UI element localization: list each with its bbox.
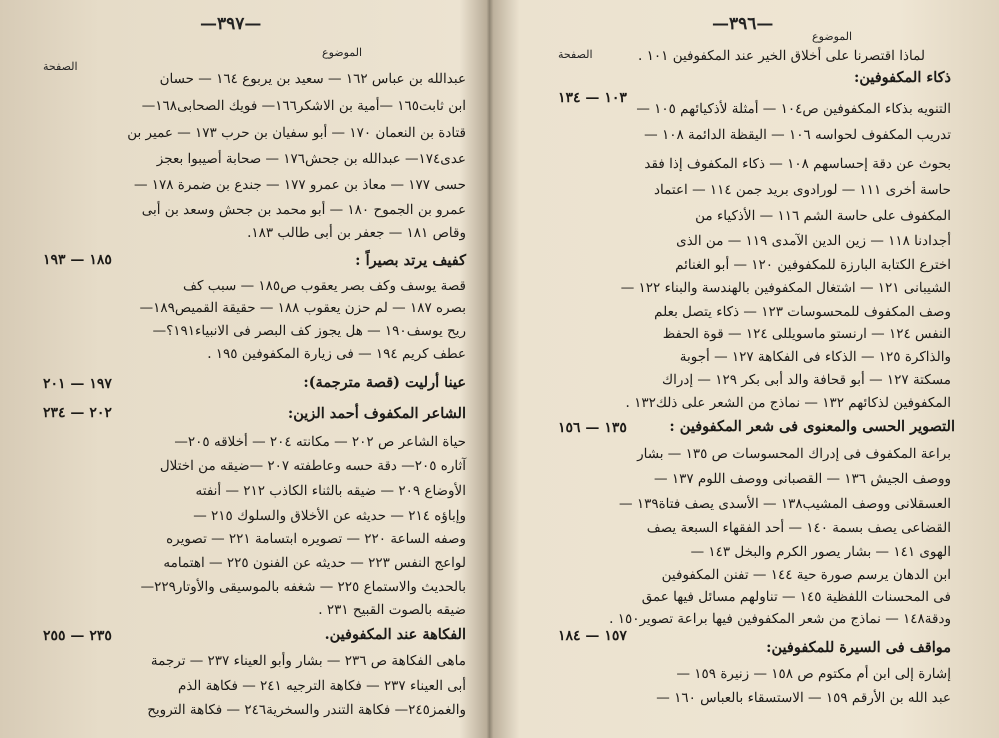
header-subject: الموضوع [812,30,853,43]
index-line: المكفوف على حاسة الشم ١١٦ — الأذكياء من [695,208,951,224]
index-line: بصره ١٨٧ — لم حزن يعقوب ١٨٨ — حقيقة القميص١٨٩— [139,300,466,316]
index-line: ماهى الفكاهة ص ٢٣٦ — بشار وأبو العيناء ٢٣٧ — ترجمة [150,653,466,669]
index-line: القضاعى يصف بسمة ١٤٠ — أحد الفقهاء السبعة يصف [646,520,951,536]
page-range: ١٩٧ — ٢٠١ [43,376,112,392]
index-line: أبى العيناء ٢٣٧ — فكاهة الترجيه ٢٤١ — فكاهة الذم [177,678,466,694]
index-line: اخترع الكتابة البارزة للمكفوفين ١٢٠ — أبو الغنائم [675,257,951,273]
index-line: وصفه الساعة ٢٢٠ — تصويره ابتسامة ٢٢١ — تصويره [166,531,466,547]
index-line: ابن الدهان يرسم صورة حية ١٤٤ — تفنن المكفوفين [661,567,951,583]
index-line: تدريب المكفوف لحواسه ١٠٦ — اليقظة الدائمة ١٠٨ — [644,127,951,143]
page-range: ٢٠٢ — ٢٣٤ [43,405,112,421]
page-range: ٢٣٥ — ٢٥٥ [43,628,112,644]
index-line: حسى ١٧٧ — معاذ بن عمرو ١٧٧ — جندع بن ضمرة ١٧٨ — [133,177,466,193]
index-line: ضيقه بالصوت القبيح ٢٣١ . [318,602,466,618]
index-line: مسكتة ١٢٧ — أبو قحافة والد أبى بكر ١٢٩ — إدراك [661,372,951,388]
page-range: ١٣٥ — ١٥٦ [558,420,627,436]
section-title: ذكاء المكفوفين: [853,69,951,86]
section-title: الفكاهة عند المكفوفين. [324,626,466,643]
index-line: الشيبانى ١٢١ — اشتغال المكفوفين بالهندسة والبناء ١٢٢ — [620,280,951,296]
index-line: حياة الشاعر ص ٢٠٢ — مكانته ٢٠٤ — أخلاقه ٢٠٥— [174,434,466,450]
index-line: ابن ثابت١٦٥ —أمية بن الاشكر١٦٦— فويك الصحابى١٦٨— [141,98,466,114]
intro-line: لماذا اقتصرنا على أخلاق الخير عند المكفوفين ١٠١ . [638,48,925,64]
section-title: التصوير الحسى والمعنوى فى شعر المكفوفين : [669,418,955,435]
index-line: عدى١٧٤— عبدالله بن جحش١٧٦ — صحابة أصيبوا بعجز [156,151,466,167]
page-number: —٣٩٦— [712,14,774,34]
index-line: عبدالله بن عباس ١٦٢ — سعيد بن يربوع ١٦٤ — حسان [159,71,466,87]
section-title: عينا أرليت (قصة مترجمة): [303,374,466,391]
index-line: بالحديث والاستماع ٢٢٥ — شغفه بالموسيقى والأوتار٢٢٩— [140,579,466,595]
index-line: إشارة إلى ابن أم مكتوم ص ١٥٨ — زنيرة ١٥٩ — [676,666,951,682]
index-line: المكفوفين لذكائهم ١٣٢ — نماذج من الشعر على ذلك١٣٢ . [625,395,951,411]
index-line: آثاره ٢٠٥— دقة حسه وعاطفته ٢٠٧ —ضيقه من اختلال [159,458,466,474]
page-number: —٣٩٧— [200,14,262,34]
index-line: والغمز٢٤٥— فكاهة التندر والسخرية٢٤٦ — فكاهة الترويح [147,702,466,718]
index-line: والذاكرة ١٢٥ — الذكاء فى الفكاهة ١٢٧ — أجوبة [679,349,951,365]
index-line: وإباؤه ٢١٤ — حديثه عن الأخلاق والسلوك ٢١٥ — [193,508,466,524]
header-page: الصفحة [558,48,593,61]
index-line: قتادة بن النعمان ١٧٠ — أبو سفيان بن حرب ١٧٣ — عمير بن [127,125,466,141]
index-line: الهوى ١٤١ — بشار يصور الكرم والبخل ١٤٣ — [690,544,951,560]
index-line: قصة يوسف وكف بصر يعقوب ص١٨٥ — سبب كف [183,278,466,294]
header-subject: الموضوع [322,46,363,59]
header-page: الصفحة [43,60,78,73]
page-range: ١٨٥ — ١٩٣ [43,252,112,268]
section-title: الشاعر المكفوف أحمد الزين: [287,405,466,422]
index-line: النفس ١٢٤ — ارنستو ماسويللى ١٢٤ — قوة الحفظ [662,326,951,342]
index-line: عطف كريم ١٩٤ — فى زيارة المكفوفين ١٩٥ . [207,346,466,362]
index-line: وصف المكفوف للمحسوسات ١٢٣ — ذكاء يتصل بعلم [654,304,951,320]
page-range: ١٠٣ — ١٣٤ [558,90,627,106]
index-line: لواعج النفس ٢٢٣ — حديثه عن الفنون ٢٢٥ — اهتمامه [163,555,466,571]
section-title: مواقف فى السيرة للمكفوفين: [766,639,951,656]
index-line: الأوضاع ٢٠٩ — ضيقه بالثناء الكاذب ٢١٢ — أنفته [195,483,466,499]
index-line: براعة المكفوف فى إدراك المحسوسات ص ١٣٥ — بشار [637,446,951,462]
index-line: عبد الله بن الأرقم ١٥٩ — الاستسقاء بالعباس ١٦٠ — [656,690,951,706]
index-line: عمرو بن الجموح ١٨٠ — أبو محمد بن جحش وسعد بن أبى [141,202,466,218]
index-line: ووصف الجيش ١٣٦ — القصبانى ووصف اللوم ١٣٧ — [654,471,951,487]
index-line: بحوث عن دقة إحساسهم ١٠٨ — ذكاء المكفوف إذا فقد [644,156,951,172]
index-line: أجدادنا ١١٨ — زين الدين الآمدى ١١٩ — من الذى [676,233,951,249]
index-line: وقاص ١٨١ — جعفر بن أبى طالب ١٨٣. [247,225,466,241]
index-line: حاسة أخرى ١١١ — لورادوى بريد جمن ١١٤ — اعتماد [653,182,951,198]
index-line: فى المحسنات اللفظية ١٤٥ — تناولهم مسائل فيها عمق [641,589,951,605]
index-line: ريح يوسف١٩٠ — هل يجوز كف البصر فى الانبياء١٩١؟— [152,323,466,339]
index-line: ودقة١٤٨ — نماذج من شعر المكفوفين فيها براعة تصوير١٥٠ . [609,611,951,627]
page-range: ١٥٧ — ١٨٤ [558,628,627,644]
index-line: العسقلانى ووصف المشيب١٣٨ — الأسدى يصف فتاة١٣٩ — [619,496,951,512]
left-page [0,0,486,738]
right-page [492,0,999,738]
index-line: التنويه بذكاء المكفوفين ص١٠٤ — أمثلة لأذكيائهم ١٠٥ — [636,101,951,117]
section-title: كفيف يرتد بصيراً : [355,252,466,269]
